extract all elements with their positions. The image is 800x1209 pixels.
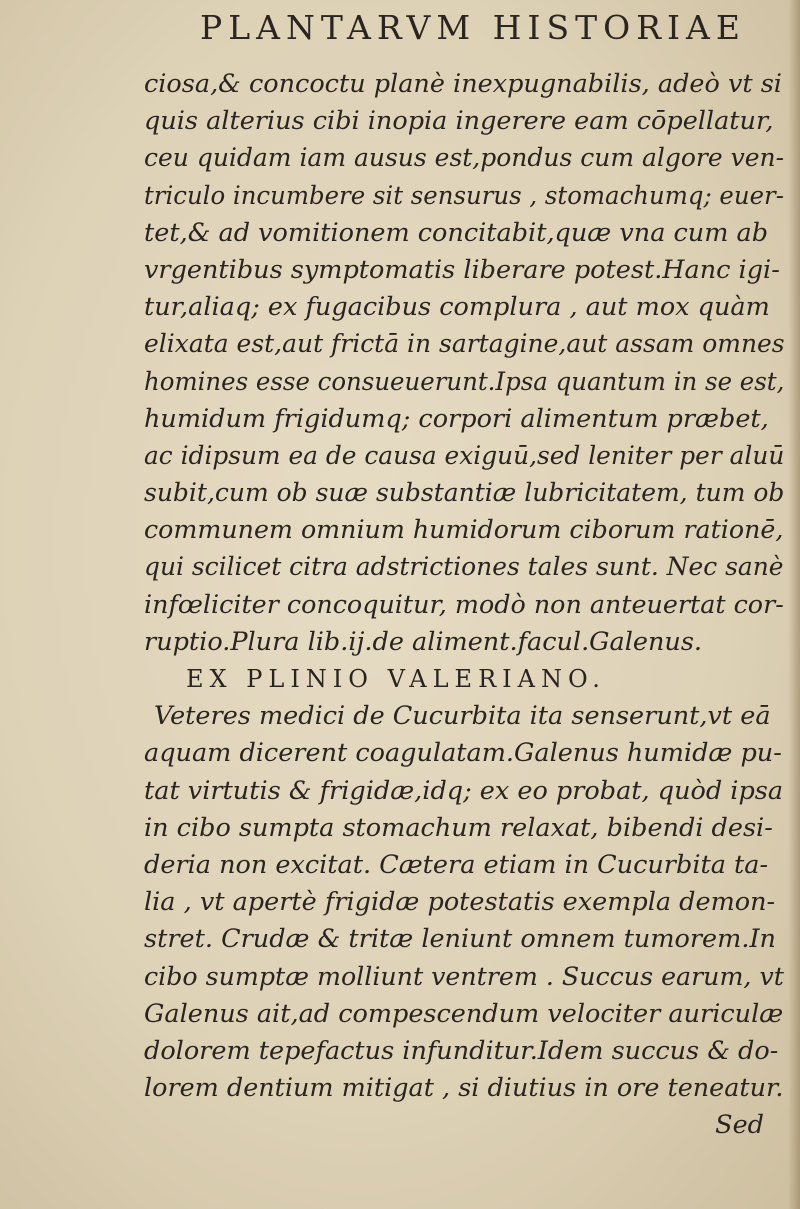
text-line: dolorem tepefactus infunditur.Idem succus & do-: [144, 1035, 779, 1066]
text-line: tur,aliaq; ex fugacibus complura , aut mox quàm: [144, 292, 770, 323]
catchword: Sed: [715, 1110, 764, 1141]
text-line: subit,cum ob suæ substantiæ lubricitatem, tum ob: [144, 478, 785, 509]
text-line: homines esse consueuerunt.Ipsa quantum in se est,: [144, 366, 785, 397]
text-line: lorem dentium mitigat , si diutius in ore teneatur.: [144, 1073, 784, 1104]
text-line: infœliciter concoquitur, modò non anteuertat cor-: [144, 589, 784, 620]
text-line: stret. Crudæ & tritæ leniunt omnem tumorem.In: [144, 924, 776, 955]
section-heading: EX PLINIO VALERIANO.: [186, 665, 606, 693]
text-line: triculo incumbere sit sensurus , stomachumq; euer-: [144, 180, 784, 211]
text-line: elixata est,aut frictā in sartagine,aut assam omnes: [144, 329, 785, 360]
text-line: ceu quidam iam ausus est,pondus cum algore ven-: [144, 143, 785, 174]
text-line: tet,& ad vomitionem concitabit,quæ vna cum ab: [144, 217, 769, 248]
text-line: quis alterius cibi inopia ingerere eam cōpellatur,: [144, 106, 774, 137]
text-line: in cibo sumpta stomachum relaxat, bibendi desi-: [144, 812, 773, 843]
text-line: cibo sumptæ molliunt ventrem . Succus earum, vt: [144, 961, 784, 992]
text-line: lia , vt apertè frigidæ potestatis exempla demon-: [144, 887, 776, 918]
text-line: Galenus ait,ad compescendum velociter auriculæ: [144, 998, 784, 1029]
text-line: qui scilicet citra adstrictiones tales sunt. Nec sanè: [144, 552, 784, 583]
text-line: communem omnium humidorum ciborum rationē,: [144, 515, 784, 546]
text-line: ac idipsum ea de causa exiguū,sed leniter per aluū: [144, 440, 785, 471]
page-edge-shadow: [788, 0, 800, 1209]
body-text: [144, 66, 784, 1144]
text-line: humidum frigidumq; corpori alimentum præbet,: [144, 403, 769, 434]
text-line: tat virtutis & frigidæ,idq; ex eo probat, quòd ipsa: [144, 775, 784, 806]
text-line: vrgentibus symptomatis liberare potest.Hanc igi-: [144, 254, 780, 285]
text-line: deria non excitat. Cætera etiam in Cucurbita ta-: [144, 849, 769, 880]
text-line: aquam dicerent coagulatam.Galenus humidæ pu-: [144, 738, 782, 769]
text-line: ciosa,& concoctu planè inexpugnabilis, adeò vt si: [144, 69, 782, 99]
text-line: Veteres medici de Cucurbita ita senserunt,vt eā: [154, 701, 771, 732]
running-head: PLANTARVM HISTORIAE: [200, 8, 746, 47]
text-line: ruptio.Plura lib.ij.de aliment.facul.Galenus.: [144, 626, 703, 657]
